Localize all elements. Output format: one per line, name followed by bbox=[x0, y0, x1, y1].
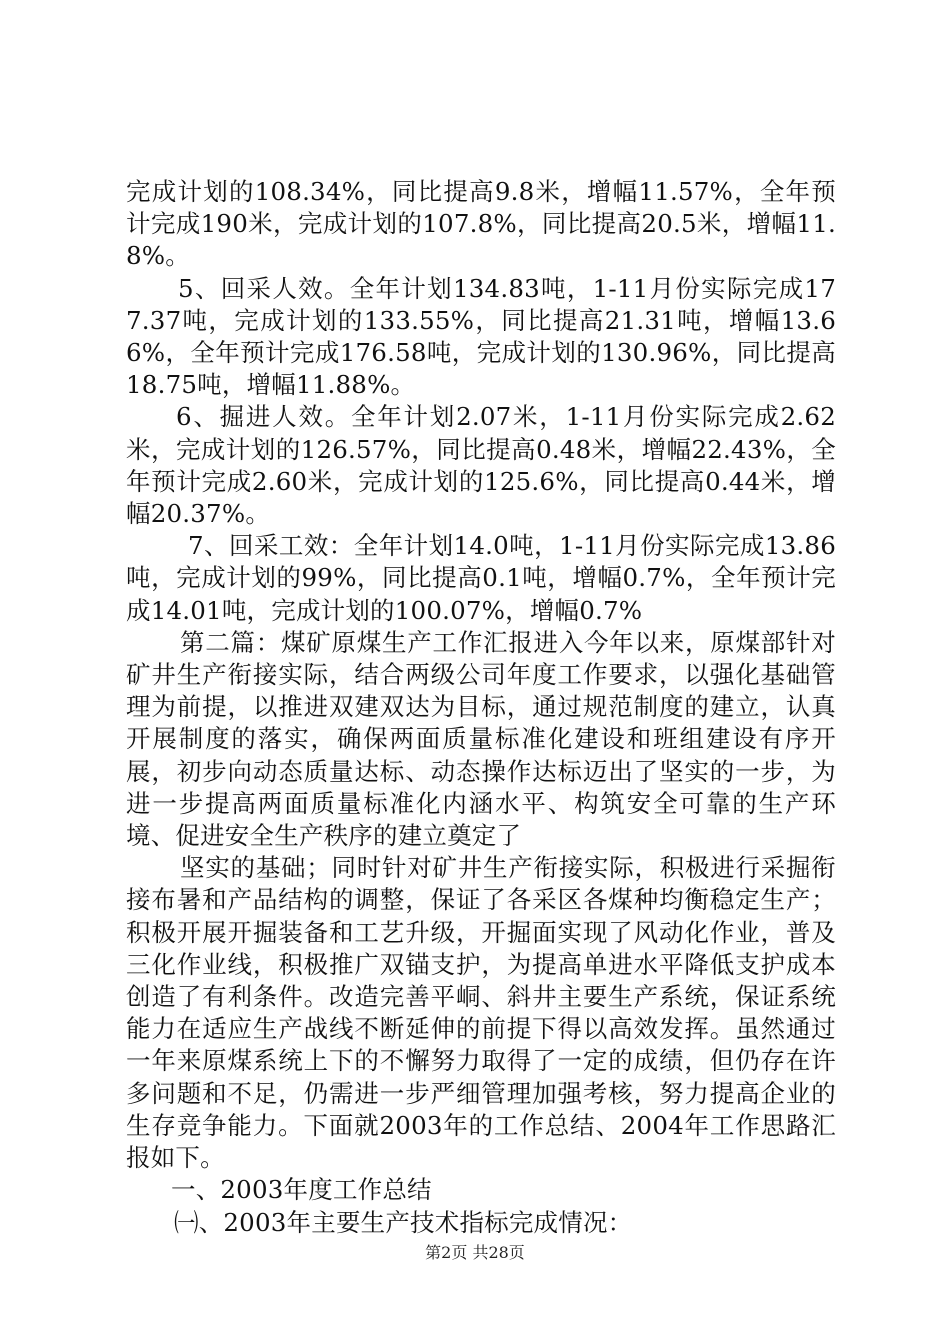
document-body bbox=[126, 176, 836, 1239]
paragraph-4: 7、回采工效：全年计划14.0吨，1-11月份实际完成13.86吨，完成计划的99%，同比提高0.1吨，增幅0.7%，全年预计完成14.01吨，完成计划的100.07%，增幅0.7% bbox=[126, 531, 836, 625]
paragraph-5: 第二篇：煤矿原煤生产工作汇报进入今年以来，原煤部针对矿井生产衔接实际，结合两级公司年度工作要求，以强化基础管理为前提，以推进双建双达为目标，通过规范制度的建立，认真开展制度的落实，确保两面质量标准化建设和班组建设有序开展，初步向动态质量达标、动态操作达标迈出了坚实的一步，为进一步提高两面质量标准化内涵水平、构筑安全可靠的生产环境、促进安全生产秩序的建立奠定了 bbox=[126, 627, 836, 851]
paragraph-3: 6、掘进人效。全年计划2.07米，1-11月份实际完成2.62米，完成计划的126.57%，同比提高0.48米，增幅22.43%，全年预计完成2.60米，完成计划的125.6%，同比提高0.44米，增幅20.37%。 bbox=[126, 402, 836, 529]
section-heading: 一、2003年度工作总结 bbox=[171, 1175, 432, 1205]
subsection-heading: ㈠、2003年主要生产技术指标完成情况： bbox=[174, 1207, 633, 1237]
paragraph-2: 5、回采人效。全年计划134.83吨，1-11月份实际完成177.37吨，完成计划的133.55%，同比提高21.31吨，增幅13.66%，全年预计完成176.58吨，完成计划的130.96%，同比提高18.75吨，增幅11.88%。 bbox=[126, 273, 836, 400]
paragraph-6: 坚实的基础；同时针对矿井生产衔接实际，积极进行采掘衔接布暑和产品结构的调整，保证了各采区各煤种均衡稳定生产；积极开展开掘装备和工艺升级，开掘面实现了风动化作业，普及三化作业线，积极推广双锚支护，为提高单进水平降低支护成本创造了有利条件。改造完善平峒、斜井主要生产系统，保证系统能力在适应生产战线不断延伸的前提下得以高效发挥。虽然通过一年来原煤系统上下的不懈努力取得了一定的成绩，但仍存在许多问题和不足，仍需进一步严细管理加强考核，努力提高企业的生存竞争能力。下面就2003年的工作总结、2004年工作思路汇报如下。 bbox=[126, 853, 836, 1173]
page-footer: 第2页 共28页 bbox=[425, 1243, 525, 1262]
paragraph-1: 完成计划的108.34%，同比提高9.8米，增幅11.57%，全年预计完成190米，完成计划的107.8%，同比提高20.5米，增幅11.8%。 bbox=[126, 177, 836, 271]
